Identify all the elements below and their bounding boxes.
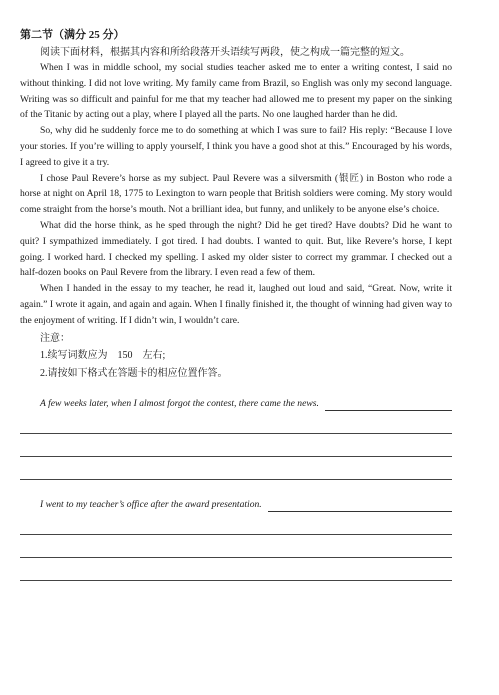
section-heading: 第二节（满分 25 分） <box>20 29 125 41</box>
passage-paragraph-4: What did the horse think, as he sped through the night? Did he get tired? Have doubts? Did he want to quit? I sympathized immediately. I got tired. I had doubts. I wanted to quit. But, like Revere’s horse, I kept going. I worked hard. I checked my spelling. I asked my older sister to correct my grammar. I checked out a half-dozen books on Paul Revere from the library. I even read a few of them. <box>20 219 452 279</box>
passage-paragraph-2: So, why did he suddenly force me to do something at which I was sure to fail? His reply: “Because I love your stories. If you’re willing to apply yourself, I think you have a good shot at this.” Encouraged by his words, I agreed to give it a try. <box>20 125 452 168</box>
notes-title: 注意： <box>40 332 70 344</box>
note-item-2: 2.请按如下格式在答题卡的相应位置作答。 <box>40 367 228 379</box>
answer-blank-1[interactable] <box>325 399 452 411</box>
document-page <box>20 28 452 581</box>
continuation-prompt-2 <box>40 498 452 512</box>
passage-paragraph-1: When I was in middle school, my social studies teacher asked me to enter a writing contest, I said no without thinking. I did not love writing. My family came from Brazil, so English was only my second language. Writing was so difficult and painful for me that my teacher had allowed me to present my paper on the sinking of the Titanic by acting out a play, where I played all the parts. No one laughed harder than he did. <box>20 62 452 121</box>
answer-line[interactable] <box>20 457 452 480</box>
prompt-2-text: I went to my teacher’s office after the award presentation. <box>40 498 262 510</box>
prompt-1-text: A few weeks later, when I almost forgot the contest, there came the news. <box>40 397 319 409</box>
answer-line[interactable] <box>20 411 452 434</box>
answer-line[interactable] <box>20 512 452 535</box>
answer-line[interactable] <box>20 434 452 457</box>
continuation-prompt-1 <box>40 397 452 411</box>
note-item-1: 1.续写词数应为 150 左右; <box>40 349 166 361</box>
instruction-text: 阅读下面材料，根据其内容和所给段落开头语续写两段，使之构成一篇完整的短文。 <box>40 47 410 58</box>
passage-paragraph-3: I chose Paul Revere’s horse as my subject. Paul Revere was a silversmith (银匠) in Boston who rode a horse at night on April 18, 1775 to Lexington to warn people that British soldiers were coming. My story would come straight from the horse’s mouth. Not a brilliant idea, but funny, and unlikely to be anyone else’s choice. <box>20 172 452 216</box>
passage-paragraph-5: When I handed in the essay to my teacher, he read it, laughed out loud and said, “Great. Now, write it again.” I wrote it again, and again and again. When I finally finished it, the thought of winning had given way to the enjoyment of writing. If I didn’t win, I wouldn’t care. <box>20 283 452 326</box>
answer-line[interactable] <box>20 558 452 581</box>
answer-line[interactable] <box>20 535 452 558</box>
answer-blank-2[interactable] <box>268 500 452 512</box>
